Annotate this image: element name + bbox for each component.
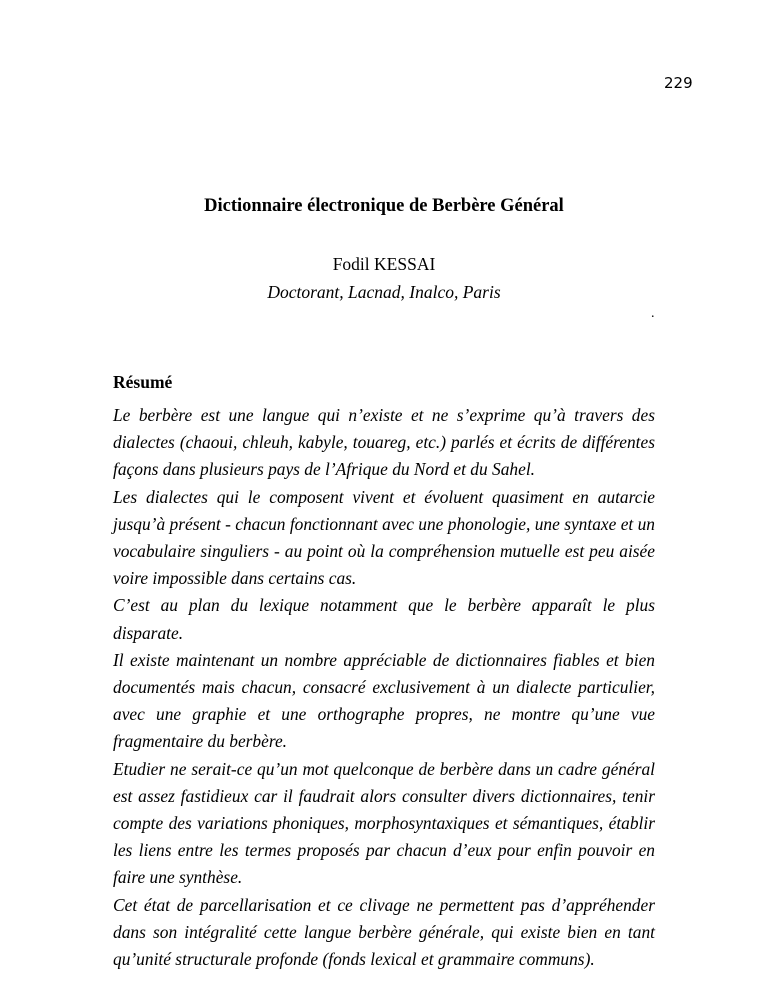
- stray-dot: .: [651, 306, 655, 321]
- abstract-paragraph: Cet état de parcellarisation et ce clivage ne permettent pas d’appréhender dans son intégralité cette langue berbère générale, qui existe bien en tant qu’unité structurale profonde (fonds lexical et grammaire communs).: [113, 894, 655, 970]
- page-number: 229: [664, 74, 693, 92]
- abstract-paragraph: Il existe maintenant un nombre appréciable de dictionnaires fiables et bien documentés mais chacun, consacré exclusivement à un dialecte particulier, avec une graphie et une orthographe propres, ne montre qu’une vue fragmentaire du berbère.: [113, 649, 655, 752]
- abstract-heading: Résumé: [113, 372, 173, 392]
- abstract-body: [113, 402, 655, 973]
- author-name: Fodil KESSAI: [332, 254, 436, 274]
- abstract-paragraph: Le berbère est une langue qui n’existe et ne s’exprime qu’à travers des dialectes (chaoui, chleuh, kabyle, touareg, etc.) parlés et écrits de différentes façons dans plusieurs pays de l’Afrique du Nord et du Sahel.: [113, 405, 655, 480]
- abstract-paragraph: Les dialectes qui le composent vivent et évoluent quasiment en autarcie jusqu’à présent - chacun fonctionnant avec une phonologie, une syntaxe et un vocabulaire singuliers - au point où la compréhension mutuelle est peu aisée voire impossible dans certains cas.: [113, 486, 655, 589]
- paper-title: Dictionnaire électronique de Berbère Général: [204, 196, 564, 216]
- abstract-paragraph: Etudier ne serait-ce qu’un mot quelconque de berbère dans un cadre général est assez fastidieux car il faudrait alors consulter divers dictionnaires, tenir compte des variations phoniques, morphosyntaxiques et sémantiques, établir les liens entre les termes proposés par chacun d’eux pour enfin pouvoir en faire une synthèse.: [113, 758, 655, 888]
- abstract-paragraph: C’est au plan du lexique notamment que le berbère apparaît le plus disparate.: [113, 595, 655, 643]
- author-affiliation: Doctorant, Lacnad, Inalco, Paris: [267, 282, 501, 302]
